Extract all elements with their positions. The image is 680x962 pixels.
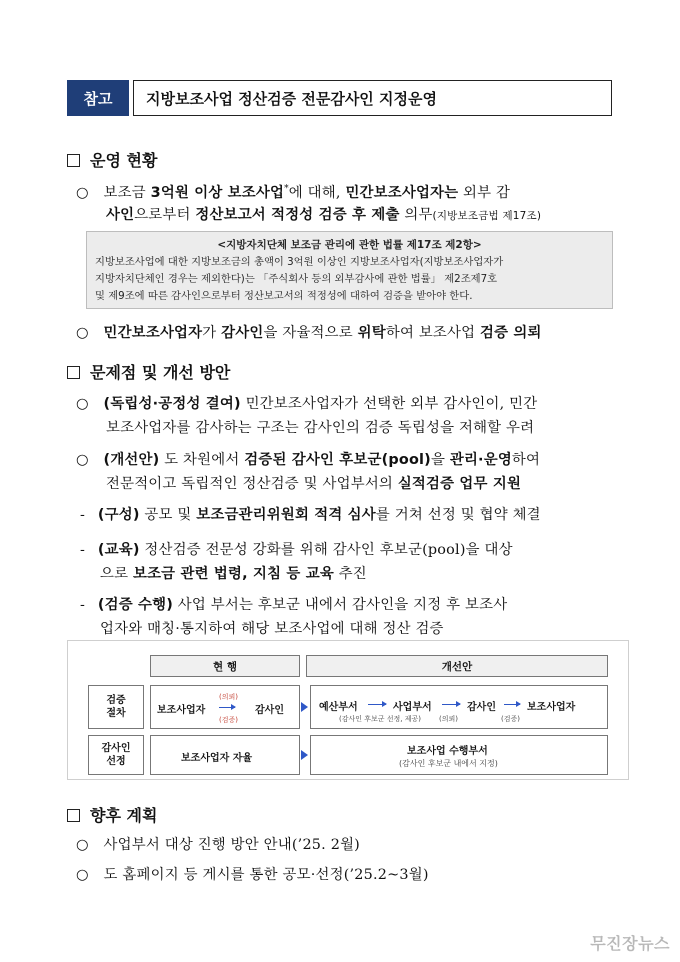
status-item-2 [76,320,542,346]
text: 외부 감 [458,184,511,201]
law-heading: <지방자치단체 보조금 관리에 관한 법률 제17조 제2항> [217,239,482,251]
text: 보조사업자를 감사하는 구조는 감사인의 검증 독립성을 저해할 우려 [106,420,535,436]
sub-item-composition [80,502,541,528]
sub-item-verification [80,592,507,618]
emphasis: 검증된 감사인 후보군(pool) [244,452,431,468]
issues-item-2-cont [106,471,521,497]
text: 민간보조사업자가 선택한 외부 감사인이, 민간 [240,396,538,412]
emphasis: (개선안) [103,452,160,468]
procedure-step: 예산부서 [319,702,358,713]
emphasis: 보조금관리위원회 적격 심사 [196,507,376,523]
current-selection-text: 보조사업자 자율 [181,753,253,764]
text: 정산검증 전문성 강화를 위해 감사인 후보군(pool)을 대상 [139,542,513,558]
bullet-circle: ○ [76,837,89,853]
law-text-line: 및 제9조에 따른 감사인으로부터 정산보고서의 적정성에 대하여 검증을 받아야 한다. [95,290,473,302]
plan-item-2 [76,862,429,888]
current-selection-cell [150,735,300,775]
section-title: 운영 현황 [90,151,158,170]
bullet-circle: ○ [76,325,89,341]
text: 도 홈페이지 등 게시를 통한 공모·선정(’25.2~3월) [103,867,429,883]
improved-selection-cell [310,735,608,775]
text: 으로부터 [134,207,196,223]
text: 을 [430,452,450,468]
procedure-step: 사업부서 [393,702,432,713]
sub-item-education-cont [100,561,367,587]
current-procedure-party: 감사인 [255,705,284,716]
law-text-line: 지방보조사업에 대한 지방보조금의 총액이 3억원 이상인 지방보조사업자(지방보조사업자가 [95,256,504,268]
law-excerpt-box [86,231,613,309]
section-heading-issues [67,360,230,383]
document-title: 지방보조사업 정산검증 전문감사인 지정운영 [133,80,612,116]
arrow-right-icon [442,704,460,705]
diagram-row-label-selection: 감사인 선정 [88,735,144,775]
emphasis: 3억원 이상 보조사업 [150,184,285,201]
text: 보조금 [103,184,151,201]
procedure-note: (감사인 후보군 선정, 제공) [339,715,421,723]
emphasis: 사인 [106,207,135,223]
bullet-circle: ○ [76,396,89,412]
emphasis: 검증 의뢰 [480,325,542,341]
emphasis: 위탁 [357,325,386,341]
emphasis: 실적검증 업무 지원 [397,476,522,492]
text: 전문적이고 독립적인 정산검증 및 사업부서의 [106,476,398,492]
text: 으로 [100,566,133,582]
section-title: 문제점 및 개선 방안 [90,363,231,382]
issues-item-1 [76,391,537,417]
procedure-step: 보조사업자 [527,702,576,713]
current-procedure-cell [150,685,300,729]
emphasis: 민간보조사업자는 [345,184,459,201]
procedure-note: (검증) [501,715,520,723]
text: 업자와 매칭·통지하여 해당 보조사업에 대해 정산 검증 [100,621,444,637]
bullet-circle: ○ [76,184,89,201]
arrow-right-icon [219,707,235,708]
text: 도 차원에서 [159,452,245,468]
emphasis: 보조금 관련 법령, 지침 등 교육 [132,566,334,582]
text: 에 대해, [288,184,346,201]
arrow-right-icon [368,704,386,705]
dash-bullet: - [80,507,86,523]
dash-bullet: - [80,597,86,613]
section-heading-status [67,148,157,171]
diagram-header-improved: 개선안 [306,655,608,677]
text: 공모 및 [139,507,197,523]
checkbox-square-icon [67,154,80,167]
law-citation: (지방보조금법 제17조) [432,210,542,222]
transition-arrow-icon [301,702,308,712]
emphasis: (독립성·공정성 결여) [103,396,241,412]
emphasis: 민간보조사업자 [103,325,203,341]
issues-item-1-cont [106,415,534,441]
current-procedure-note: (의뢰) [219,693,238,701]
reference-tag: 참고 [67,80,129,116]
improved-selection-note: (감사인 후보군 내에서 지정) [399,759,498,768]
emphasis: (검증 수행) [97,597,174,613]
procedure-note: (의뢰) [439,715,458,723]
title-block [67,80,612,116]
text: 가 [202,325,222,341]
text: 추진 [333,566,367,582]
emphasis: 관리·운영 [449,452,512,468]
diagram-row-label-procedure: 검증 절차 [88,685,144,729]
text: 의무 [399,207,433,223]
checkbox-square-icon [67,809,80,822]
text: 를 거쳐 선정 및 협약 체결 [375,507,541,523]
sub-item-education [80,537,513,563]
improved-selection-text: 보조사업 수행부서 [407,746,488,757]
text: 사업 부서는 후보군 내에서 감사인을 지정 후 보조사 [173,597,508,613]
transition-arrow-icon [301,750,308,760]
bullet-circle: ○ [76,867,89,883]
diagram-header-current: 현 행 [150,655,300,677]
emphasis: 감사인 [221,325,264,341]
current-procedure-party: 보조사업자 [157,705,206,716]
text: 하여 보조사업 [385,325,481,341]
text: 사업부서 대상 진행 방안 안내(’25. 2월) [103,837,360,853]
emphasis: (구성) [97,507,140,523]
section-title: 향후 계획 [90,806,158,825]
emphasis: (교육) [97,542,140,558]
arrow-right-icon [504,704,520,705]
status-item-1-cont [106,202,541,229]
plan-item-1 [76,832,360,858]
bullet-circle: ○ [76,452,89,468]
sub-item-verification-cont [100,616,444,642]
news-watermark: 무진장뉴스 [590,934,670,953]
law-text-line: 지방자치단체인 경우는 제외한다)는 「주식회사 등의 외부감사에 관한 법률」 제2조제7호 [95,273,498,285]
current-procedure-note: (검증) [219,716,238,724]
section-heading-plan [67,803,157,826]
process-diagram [67,640,629,780]
procedure-step: 감사인 [467,702,496,713]
improved-procedure-cell [310,685,608,729]
text: 을 자율적으로 [263,325,358,341]
emphasis: 정산보고서 적정성 검증 후 제출 [195,207,400,223]
issues-item-2 [76,447,540,473]
text: 하여 [511,452,541,468]
dash-bullet: - [80,542,86,558]
footnote-mark: * [284,184,289,194]
checkbox-square-icon [67,366,80,379]
